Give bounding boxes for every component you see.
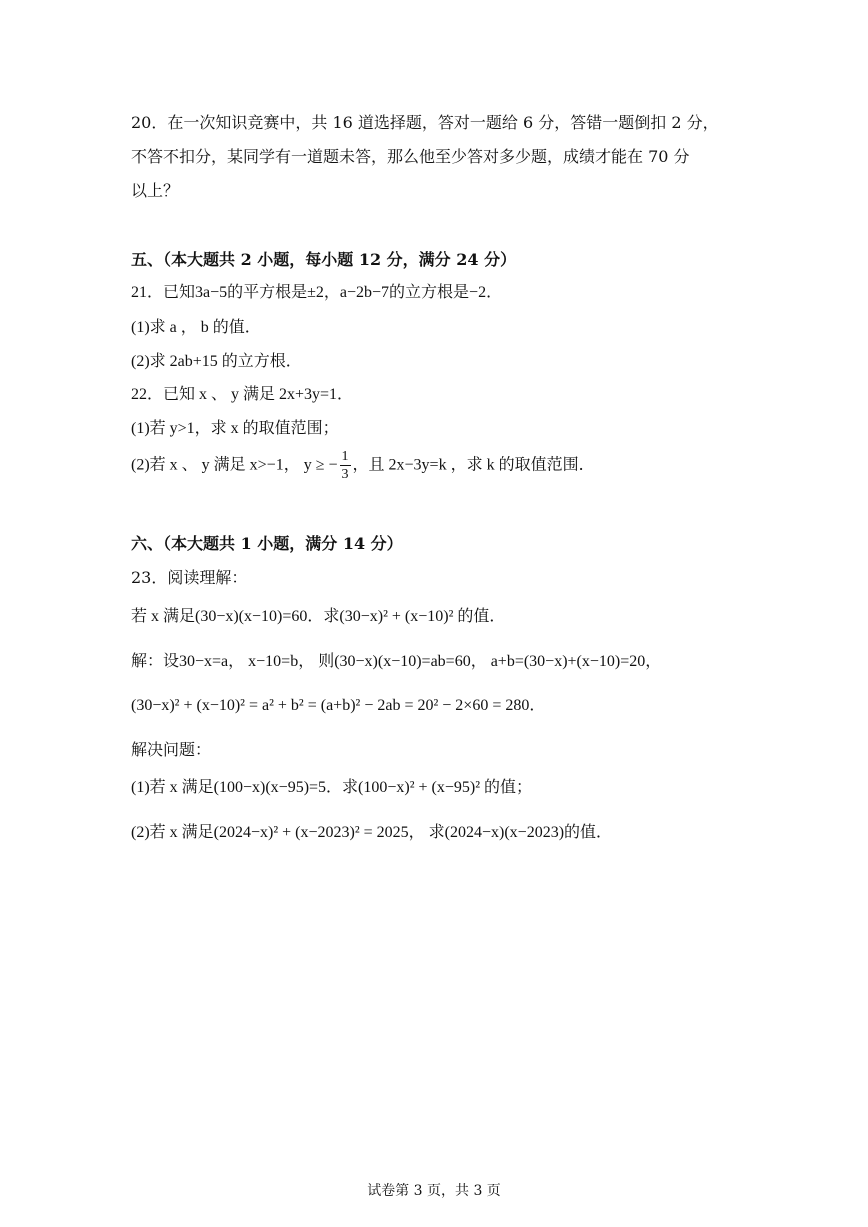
- fraction-denominator: 3: [341, 467, 349, 482]
- q20-line-2: 不答不扣分，某同学有一道题未答，那么他至少答对多少题，成绩才能在 70 分: [131, 147, 690, 166]
- q23-solve-heading: 解决问题：: [131, 740, 212, 759]
- section-5-heading: 五、（本大题共 2 小题，每小题 12 分，满分 24 分）: [131, 250, 517, 269]
- q22-part-2: [131, 450, 595, 482]
- q22-stem: 22．已知 x 、 y 满足 2x+3y=1．: [131, 386, 354, 403]
- q21-stem: 21．已知3a−5的平方根是±2，a−2b−7的立方根是−2．: [131, 284, 503, 301]
- q21-part-1: (1)求 a ， b 的值．: [131, 319, 261, 336]
- section-6-heading: 六、（本大题共 1 小题，满分 14 分）: [131, 534, 403, 553]
- q23-part-2: (2)若 x 满足(2024−x)² + (x−2023)² = 2025， 求(2024−x)(x−2023)的值．: [131, 824, 613, 841]
- q23-given: 若 x 满足(30−x)(x−10)=60．求(30−x)² + (x−10)² 的值．: [131, 608, 506, 625]
- q22-part-2-pre: (2)若 x 、 y 满足 x>−1， y ≥ −: [131, 456, 338, 474]
- q20-line-1: 20．在一次知识竞赛中，共 16 道选择题，答对一题给 6 分，答错一题倒扣 2 分，: [131, 113, 719, 132]
- q22-part-2-post: ，且 2x−3y=k ，求 k 的取值范围．: [352, 456, 595, 474]
- one-third-fraction: [340, 450, 351, 482]
- q22-part-1: (1)若 y>1，求 x 的取值范围；: [131, 420, 339, 437]
- q23-stem: 23．阅读理解：: [131, 568, 248, 587]
- q23-solution-line-2: (30−x)² + (x−10)² = a² + b² = (a+b)² − 2ab = 20² − 2×60 = 280．: [131, 697, 546, 714]
- q20-line-3: 以上？: [131, 181, 180, 200]
- q23-part-1: (1)若 x 满足(100−x)(x−95)=5．求(100−x)² + (x−95)² 的值；: [131, 779, 533, 796]
- page-footer: 试卷第 3 页，共 3 页: [367, 1183, 501, 1199]
- q21-part-2: (2)求 2ab+15 的立方根．: [131, 353, 302, 370]
- fraction-numerator: 1: [341, 449, 349, 464]
- q23-solution-line-1: 解：设30−x=a， x−10=b， 则(30−x)(x−10)=ab=60， a+b=(30−x)+(x−10)=20，: [131, 653, 662, 670]
